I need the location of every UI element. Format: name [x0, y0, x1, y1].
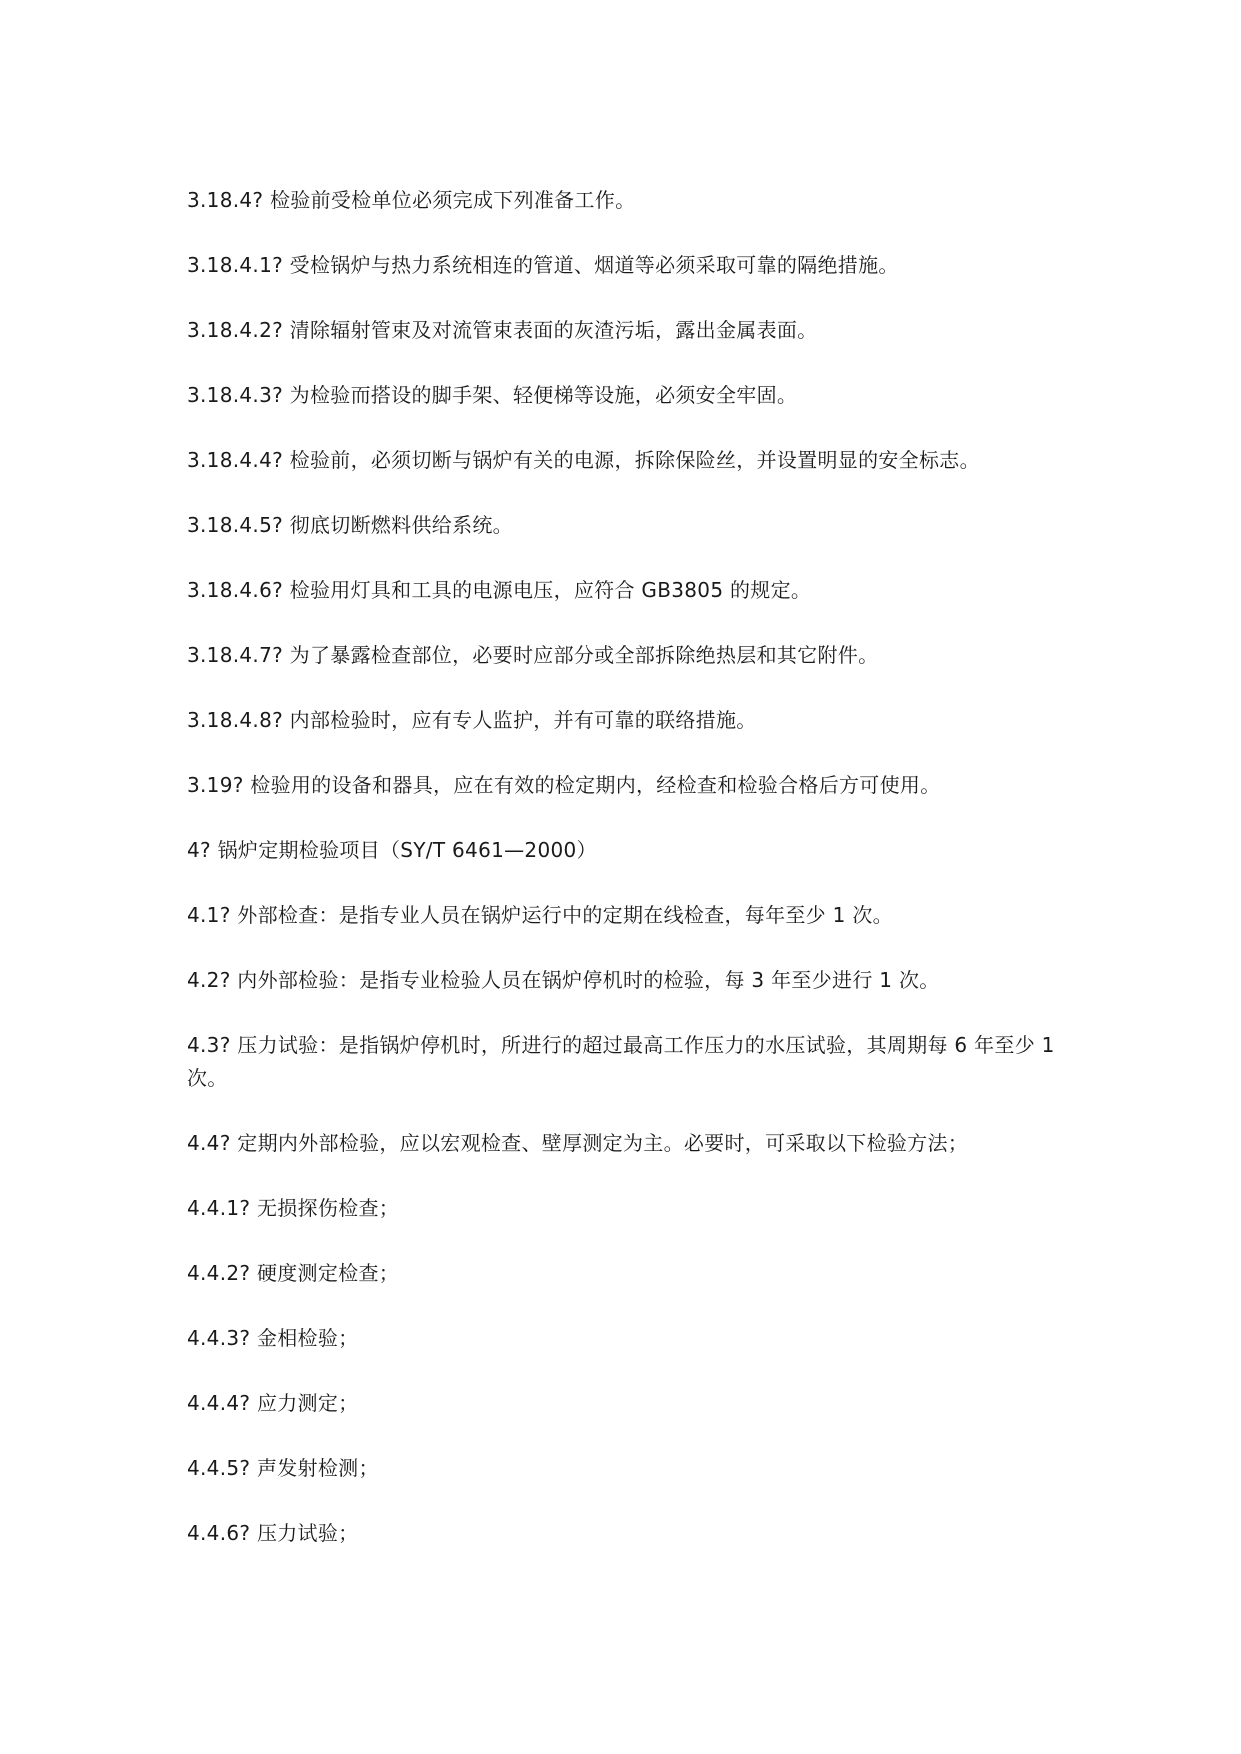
- paragraph-3-18-4-3: 3.18.4.3? 为检验而搭设的脚手架、轻便梯等设施，必须安全牢固。: [187, 383, 798, 407]
- paragraph-4-4-3: 4.4.3? 金相检验；: [187, 1326, 359, 1350]
- paragraph-3-18-4-6: 3.18.4.6? 检验用灯具和工具的电源电压，应符合 GB3805 的规定。: [187, 578, 812, 602]
- paragraph-4-2: 4.2? 内外部检验：是指专业检验人员在锅炉停机时的检验，每 3 年至少进行 1 次。: [187, 968, 940, 992]
- paragraph-4-1: 4.1? 外部检查：是指专业人员在锅炉运行中的定期在线检查，每年至少 1 次。: [187, 903, 893, 927]
- paragraph-3-18-4-5: 3.18.4.5? 彻底切断燃料供给系统。: [187, 513, 513, 537]
- paragraph-3-18-4: 3.18.4? 检验前受检单位必须完成下列准备工作。: [187, 188, 636, 212]
- paragraph-4-4: 4.4? 定期内外部检验，应以宏观检查、壁厚测定为主。必要时，可采取以下检验方法；: [187, 1131, 969, 1155]
- paragraph-4-4-1: 4.4.1? 无损探伤检查；: [187, 1196, 400, 1220]
- document-body: [187, 184, 1067, 1582]
- paragraph-3-18-4-1: 3.18.4.1? 受检锅炉与热力系统相连的管道、烟道等必须采取可靠的隔绝措施。: [187, 253, 899, 277]
- paragraph-4-4-5: 4.4.5? 声发射检测；: [187, 1456, 379, 1480]
- paragraph-3-19: 3.19? 检验用的设备和器具，应在有效的检定期内，经检查和检验合格后方可使用。: [187, 773, 941, 797]
- paragraph-4-3: 4.3? 压力试验：是指锅炉停机时，所进行的超过最高工作压力的水压试验，其周期每 6 年至少 1 次。: [187, 1033, 1055, 1090]
- paragraph-3-18-4-4: 3.18.4.4? 检验前，必须切断与锅炉有关的电源，拆除保险丝，并设置明显的安全标志。: [187, 448, 980, 472]
- paragraph-4-4-4: 4.4.4? 应力测定；: [187, 1391, 359, 1415]
- paragraph-4-4-2: 4.4.2? 硬度测定检查；: [187, 1261, 400, 1285]
- paragraph-3-18-4-8: 3.18.4.8? 内部检验时，应有专人监护，并有可靠的联络措施。: [187, 708, 757, 732]
- section-heading-4: 4? 锅炉定期检验项目（SY/T 6461—2000）: [187, 838, 597, 862]
- paragraph-4-4-6: 4.4.6? 压力试验；: [187, 1521, 359, 1545]
- paragraph-3-18-4-7: 3.18.4.7? 为了暴露检查部位，必要时应部分或全部拆除绝热层和其它附件。: [187, 643, 879, 667]
- paragraph-3-18-4-2: 3.18.4.2? 清除辐射管束及对流管束表面的灰渣污垢，露出金属表面。: [187, 318, 818, 342]
